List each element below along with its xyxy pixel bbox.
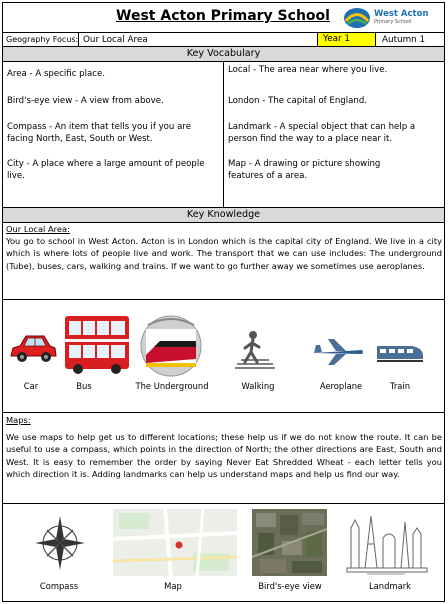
- map-caption-map: Map: [164, 581, 182, 591]
- vocab-definition: - A view from above.: [72, 96, 164, 106]
- bus-image: [64, 313, 130, 375]
- map-caption-birds-eye: Bird's-eye view: [258, 581, 322, 591]
- vocab-term: Local: [228, 65, 251, 75]
- vocab-definition: - A special object that can help a person find the way to a place near it.: [228, 122, 416, 145]
- focus-label: Geography Focus:: [6, 35, 79, 44]
- transport-caption-underground: The Underground: [135, 381, 209, 391]
- vocab-definition: - The capital of England.: [259, 96, 368, 106]
- vocab-right-1: [228, 95, 440, 107]
- walking-image: [233, 330, 277, 370]
- vocab-term: Map: [228, 159, 247, 169]
- topic-value: Our Local Area: [83, 35, 148, 45]
- vocab-definition: - A specific place.: [26, 69, 106, 79]
- vocab-right-3: [228, 158, 408, 182]
- vocab-term: Compass: [7, 122, 47, 132]
- vocab-term: Landmark: [228, 122, 272, 132]
- map-image: [113, 509, 237, 576]
- birds-eye-image: [252, 509, 327, 576]
- logo-name: West Acton: [374, 9, 429, 19]
- local-area-title-text: Our Local Area:: [6, 224, 70, 234]
- vocab-definition: - A drawing or picture showing features of a area.: [228, 159, 381, 182]
- vocab-definition: - The area near where you live.: [250, 65, 388, 75]
- transport-caption-train: Train: [389, 381, 411, 391]
- logo-emblem-icon: [342, 6, 372, 30]
- map-caption-landmark: Landmark: [368, 581, 411, 591]
- landmark-image: [345, 508, 429, 576]
- vocab-term: Area: [7, 69, 27, 79]
- vocab-right-2: [228, 121, 440, 145]
- underground-image: [140, 315, 202, 377]
- vocab-left-2: [7, 121, 219, 145]
- year-value: Year 1: [323, 34, 351, 44]
- vocab-right-0: [228, 64, 440, 76]
- vocab-left-3: [7, 158, 207, 182]
- maps-text: We use maps to help get us to different locations; these help us if we do not know the route. It can be useful to use a compass, which points in the direction of North; the other directions are East, South and West. It is easy to remember the order by saying Never Eat Shredded Wheat - each letter tells you which direction it is. Adding landmarks can help us understand maps and help us find our way.: [6, 432, 442, 479]
- vocab-term: Bird's-eye view: [7, 96, 73, 106]
- maps-title: [6, 414, 31, 426]
- logo-subtitle: Primary School: [374, 19, 412, 25]
- year-badge: [317, 33, 376, 46]
- term-value: Autumn 1: [382, 35, 426, 45]
- car-image: [8, 328, 58, 368]
- maps-title-text: Maps:: [6, 415, 31, 425]
- school-logo: [342, 5, 442, 31]
- knowledge-heading: Key Knowledge: [3, 208, 444, 222]
- local-area-text: You go to school in West Acton. Acton is in London which is the capital city of England. We live in a city which is where lots of people live and work. The transport that we can use includes: The underground (Tube), buses, cars, walking and trains. If we want to go further away we sometimes use aeroplanes.: [6, 236, 442, 271]
- vocab-definition: - A place where a large amount of people live.: [7, 159, 205, 182]
- transport-caption-bus: Bus: [76, 381, 92, 391]
- local-area-title: [6, 223, 70, 235]
- compass-image: [33, 514, 87, 572]
- vocab-definition: - An item that tells you if you are facing North, East, South or West.: [7, 122, 191, 145]
- vocab-left-1: [7, 95, 217, 107]
- transport-caption-aeroplane: Aeroplane: [319, 381, 363, 391]
- aeroplane-image: [312, 337, 364, 367]
- vocab-left-0: [7, 68, 217, 80]
- school-title: West Acton Primary School: [116, 8, 330, 24]
- transport-caption-car: Car: [23, 381, 39, 391]
- transport-caption-walking: Walking: [241, 381, 275, 391]
- vocab-term: City: [7, 159, 24, 169]
- train-image: [376, 342, 424, 364]
- map-caption-compass: Compass: [39, 581, 79, 591]
- vocabulary-heading: Key Vocabulary: [3, 47, 444, 61]
- vocab-term: London: [228, 96, 260, 106]
